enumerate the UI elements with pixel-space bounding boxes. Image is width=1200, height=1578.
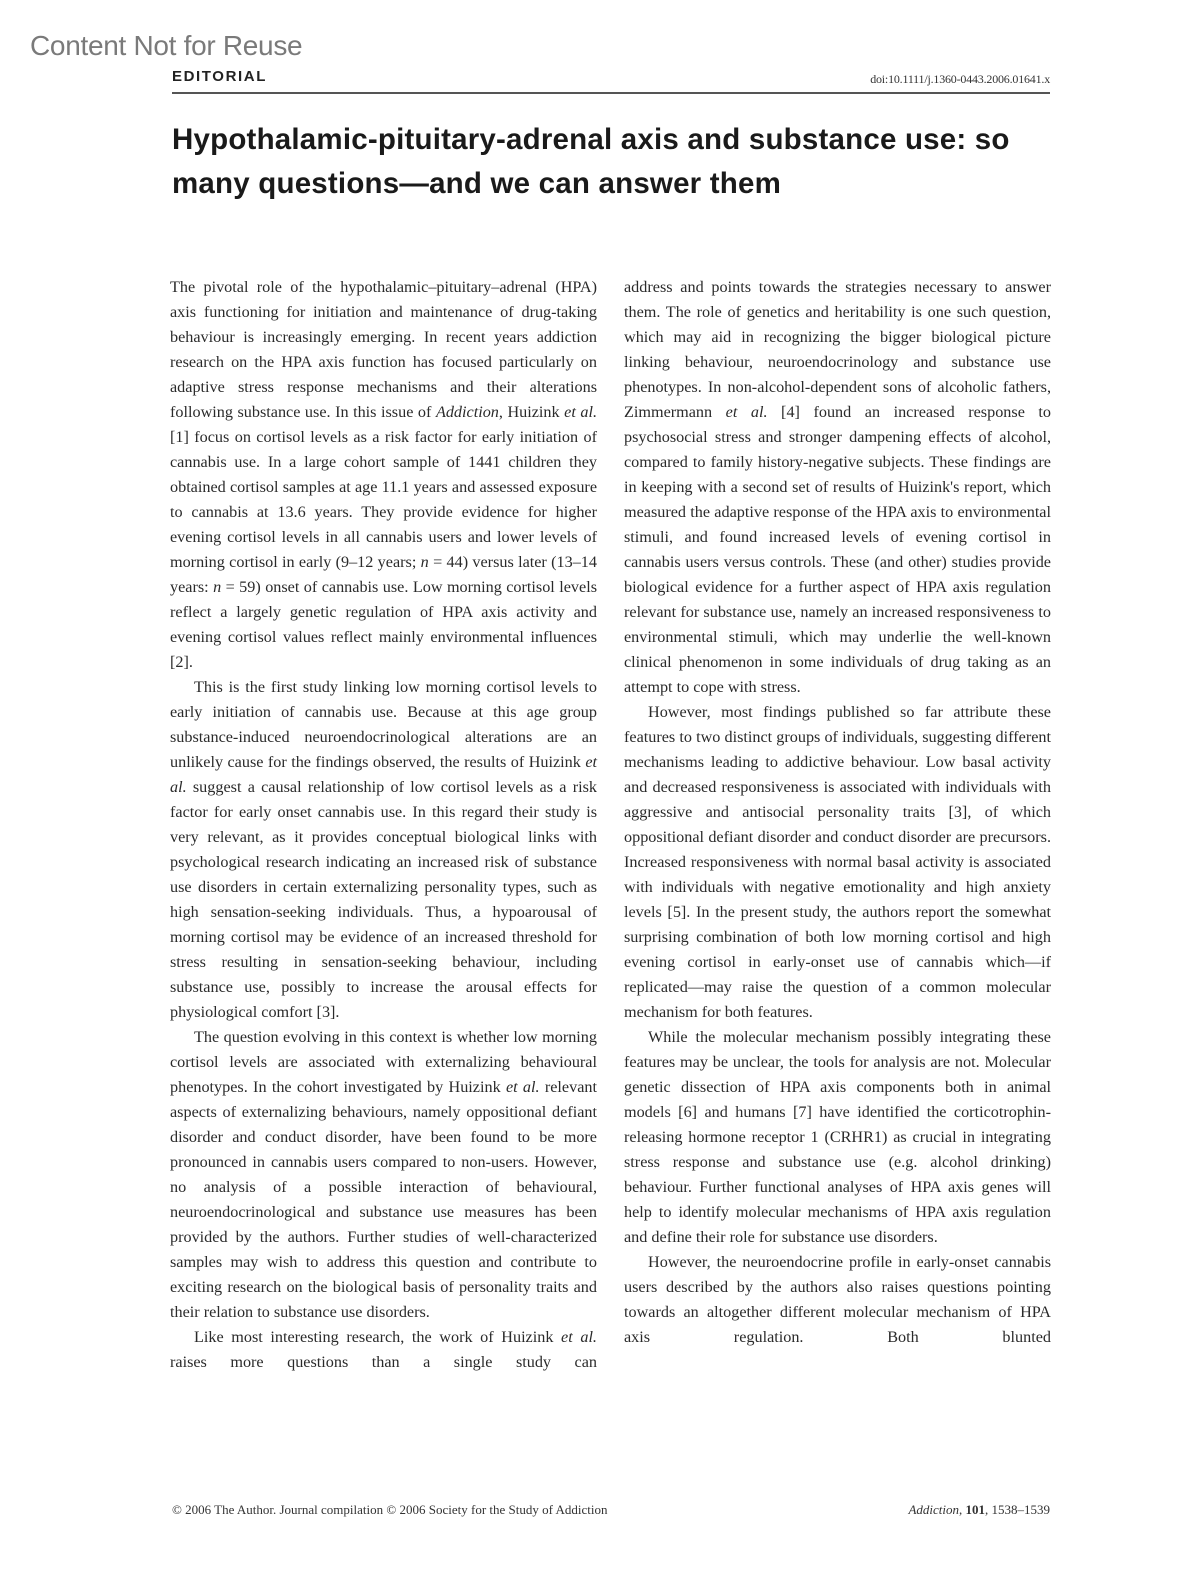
footer-citation: Addiction, 101, 1538–1539 xyxy=(908,1502,1050,1517)
italic-text: et al. xyxy=(170,753,597,796)
text-run: Like most interesting research, the work of Huizink xyxy=(194,1328,562,1346)
text-run: , Huizink xyxy=(498,403,565,421)
section-label: EDITORIAL xyxy=(172,68,267,85)
footer-pages: 1538–1539 xyxy=(991,1502,1050,1517)
paragraph xyxy=(624,275,1051,700)
footer-journal: Addiction xyxy=(908,1502,959,1517)
paragraph xyxy=(170,1025,597,1325)
text-run: The pivotal role of the hypothalamic–pituitary–adrenal (HPA) axis functioning for initiation and maintenance of drug-taking behaviour is increasingly emerging. In recent years addiction research on the HPA axis function has focused particularly on adaptive stress response mechanisms and their alterations following substance use. In this issue of xyxy=(170,278,597,421)
italic-text: et al. xyxy=(561,1328,597,1346)
paragraph xyxy=(170,675,597,1025)
right-column xyxy=(624,275,1051,1350)
italic-text: n xyxy=(213,578,222,596)
article-title: Hypothalamic-pituitary-adrenal axis and substance use: so many questions—and we can answer them xyxy=(172,123,1010,200)
text-run: relevant aspects of externalizing behaviours, namely oppositional defiant disorder and conduct disorder, have been found to be more pronounced in cannabis users compared to non-users. However, no analysis of a possible interaction of behavioural, neuroendocrinological and substance use measures has been provided by the authors. Further studies of well-characterized samples may wish to address this question and contribute to exciting research on the biological basis of personality traits and their relation to substance use disorders. xyxy=(170,1078,597,1321)
text-run: [4] found an increased response to psychosocial stress and stronger dampening effects of alcohol, compared to family history-negative subjects. These findings are in keeping with a second set of results of Huizink's report, which measured the adaptive response of the HPA axis to environmental stimuli, and found increased levels of evening cortisol in cannabis users versus controls. These (and other) studies provide biological evidence for a further aspect of HPA axis regulation relevant for substance use, namely an increased responsiveness to environmental stimuli, which may underlie the well-known clinical phenomenon in some individuals of drug taking as an attempt to cope with stress. xyxy=(624,403,1052,696)
text-run: This is the first study linking low morning cortisol levels to early initiation of cannabis use. Because at this age group substance-induced neuroendocrinological alterations are an unlikely cause for the findings observed, the results of Huizink xyxy=(170,678,597,771)
text-run: However, the neuroendocrine profile in early-onset cannabis users described by the authors also raises questions pointing towards an altogether different molecular mechanism of HPA axis regulation. Both blunted xyxy=(624,1253,1051,1346)
footer-volume: 101 xyxy=(965,1502,985,1517)
italic-text: et al. xyxy=(564,403,598,421)
text-run: = 59) onset of cannabis use. Low morning cortisol levels reflect a largely genetic regulation of HPA axis activity and evening cortisol values reflect mainly environmental influences [2]. xyxy=(170,578,597,671)
header-rule xyxy=(172,92,1050,94)
paragraph xyxy=(624,1250,1051,1350)
watermark: Content Not for Reuse xyxy=(30,30,303,61)
text-run: raises more questions than a single study can xyxy=(170,1353,597,1371)
paragraph xyxy=(170,1325,597,1375)
italic-text: Addiction xyxy=(435,403,499,421)
text-run: = 44) versus later (13–14 years: xyxy=(170,553,597,596)
text-run: suggest a causal relationship of low cortisol levels as a risk factor for early onset cannabis use. In this regard their study is very relevant, as it provides conceptual biological links with psychological research indicating an increased risk of substance use disorders in certain externalizing personality types, such as high sensation-seeking individuals. Thus, a hypoarousal of morning cortisol may be evidence of an increased threshold for stress resulting in sensation-seeking behaviour, including substance use, possibly to increase the arousal effects for physiological comfort [3]. xyxy=(170,778,597,1021)
doi[interactable]: doi:10.1111/j.1360-0443.2006.01641.x xyxy=(870,72,1050,86)
footer-copyright: © 2006 The Author. Journal compilation © 2006 Society for the Study of Addiction xyxy=(172,1502,608,1517)
paragraph xyxy=(624,1025,1051,1250)
text-run: However, most findings published so far attribute these features to two distinct groups of individuals, suggesting different mechanisms leading to addictive behaviour. Low basal activity and decreased responsiveness is associated with individuals with aggressive and antisocial personality traits [3], of which oppositional defiant disorder and conduct disorder are precursors. Increased responsiveness with normal basal activity is associated with individuals with negative emotionality and high anxiety levels [5]. In the present study, the authors report the somewhat surprising combination of both low morning cortisol and high evening cortisol in early-onset use of cannabis which—if replicated—may raise the question of a common molecular mechanism for both features. xyxy=(624,703,1051,1021)
text-run: [1] focus on cortisol levels as a risk factor for early initiation of cannabis use. In a large cohort sample of 1441 children they obtained cortisol samples at age 11.1 years and assessed exposure to cannabis at 13.6 years. They provide evidence for higher evening cortisol levels in all cannabis users and lower levels of morning cortisol in early (9–12 years; xyxy=(170,428,597,571)
left-column xyxy=(170,275,597,1375)
text-run: While the molecular mechanism possibly integrating these features may be unclear, the tools for analysis are not. Molecular genetic dissection of HPA axis components both in animal models [6] and humans [7] have identified the corticotrophin-releasing hormone receptor 1 (CRHR1) as crucial in integrating stress response and substance use (e.g. alcohol drinking) behaviour. Further functional analyses of HPA axis genes will help to identify molecular mechanisms of HPA axis regulation and define their role for substance use disorders. xyxy=(624,1028,1051,1246)
text-run: address and points towards the strategies necessary to answer them. The role of genetics and heritability is one such question, which may aid in recognizing the bigger biological picture linking behaviour, neuroendocrinology and substance use phenotypes. In non-alcohol-dependent sons of alcoholic fathers, Zimmermann xyxy=(624,278,1051,421)
paragraph xyxy=(624,700,1051,1025)
text-run: The question evolving in this context is whether low morning cortisol levels are associated with externalizing behavioural phenotypes. In the cohort investigated by Huizink xyxy=(170,1028,597,1096)
paragraph xyxy=(170,275,597,675)
italic-text: et al. xyxy=(505,1078,540,1096)
italic-text: n xyxy=(420,553,429,571)
italic-text: et al. xyxy=(725,403,768,421)
